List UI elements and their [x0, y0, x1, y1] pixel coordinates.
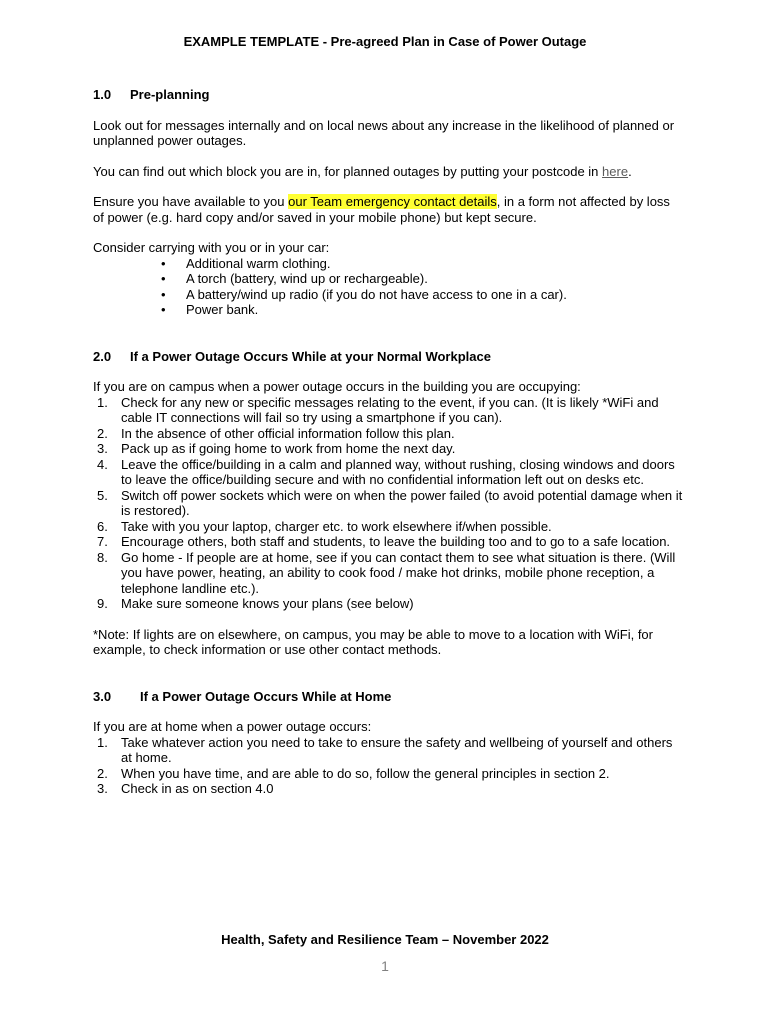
- workplace-intro: If you are on campus when a power outage occurs in the building you are occupying:: [93, 379, 581, 394]
- home-intro: If you are at home when a power outage occurs:: [93, 719, 372, 734]
- list-item: 9. Make sure someone knows your plans (see below): [97, 596, 414, 611]
- list-item: • Additional warm clothing.: [161, 256, 683, 272]
- document-footer: Health, Safety and Resilience Team – November 2022: [221, 932, 549, 947]
- section-2-heading: [93, 349, 683, 365]
- list-item: 4. Leave the office/building in a calm and planned way, without rushing, closing windows and doors to leave the office/building secure and with no confidential information left out on desks etc.: [97, 456, 675, 487]
- page-number: 1: [381, 958, 389, 974]
- contact-details-text-end: , in a form not affected by loss of power (e.g. hard copy and/or saved in your mobile phone) but kept secure.: [93, 194, 670, 225]
- list-item: 2. When you have time, and are able to do so, follow the general principles in section 2.: [97, 765, 610, 781]
- preplanning-paragraph-2: [93, 164, 683, 180]
- list-item: 5. Switch off power sockets which were on when the power failed (to avoid potential damage when it is restored).: [97, 487, 683, 518]
- postcode-text-end: .: [628, 163, 632, 179]
- carry-list: [93, 256, 683, 318]
- wifi-note: *Note: If lights are on elsewhere, on campus, you may be able to move to a location with WiFi, for example, to check information or use other contact methods.: [93, 626, 653, 657]
- list-item: 1. Check for any new or specific messages relating to the event, if you can. (It is likely *WiFi and cable IT connections will fail so try using a smartphone if you can).: [97, 394, 659, 425]
- section-1-heading: [93, 87, 683, 103]
- section-1-title: Pre-planning: [130, 87, 210, 102]
- section-3-heading: [93, 689, 683, 705]
- list-item: • A battery/wind up radio (if you do not have access to one in a car).: [161, 287, 683, 303]
- list-item: • A torch (battery, wind up or rechargeable).: [161, 271, 683, 287]
- list-item: 3. Pack up as if going home to work from home the next day.: [97, 441, 456, 456]
- preplanning-paragraph-3: [93, 194, 683, 225]
- carry-intro: Consider carrying with you or in your car:: [93, 240, 330, 255]
- contact-details-highlight: our Team emergency contact details: [288, 194, 497, 209]
- list-item: 3. Check in as on section 4.0: [97, 781, 274, 796]
- list-item: 8. Go home - If people are at home, see if you can contact them to see what situation is there. (Will you have power, heating, an ability to cook food / make hot drinks, mobile phone reception, a telephone landline etc.).: [97, 549, 676, 596]
- postcode-link[interactable]: here: [602, 163, 629, 179]
- section-2-number: 2.0: [93, 348, 112, 364]
- section-2-title: If a Power Outage Occurs While at your Normal Workplace: [130, 348, 491, 364]
- preplanning-paragraph-1: Look out for messages internally and on local news about any increase in the likelihood of planned or unplanned power outages.: [93, 117, 675, 148]
- document-title: EXAMPLE TEMPLATE - Pre-agreed Plan in Case of Power Outage: [183, 34, 587, 49]
- contact-details-text: Ensure you have available to you: [93, 194, 289, 209]
- workplace-steps: [93, 395, 683, 612]
- postcode-text: You can find out which block you are in, for planned outages by putting your postcode in: [93, 163, 603, 179]
- section-1-number: 1.0: [93, 87, 112, 102]
- list-item: 7. Encourage others, both staff and students, to leave the building too and to go to a safe location.: [97, 534, 671, 549]
- list-item: 2. In the absence of other official information follow this plan.: [97, 425, 455, 441]
- document-body: [93, 87, 683, 797]
- section-3-title: If a Power Outage Occurs While at Home: [140, 688, 392, 704]
- list-item: • Power bank.: [161, 302, 683, 318]
- list-item: 1. Take whatever action you need to take to ensure the safety and wellbeing of yourself and others at home.: [97, 734, 673, 765]
- list-item: 6. Take with you your laptop, charger etc. to work elsewhere if/when possible.: [97, 518, 552, 534]
- section-3-number: 3.0: [93, 688, 112, 704]
- home-steps: [93, 735, 683, 797]
